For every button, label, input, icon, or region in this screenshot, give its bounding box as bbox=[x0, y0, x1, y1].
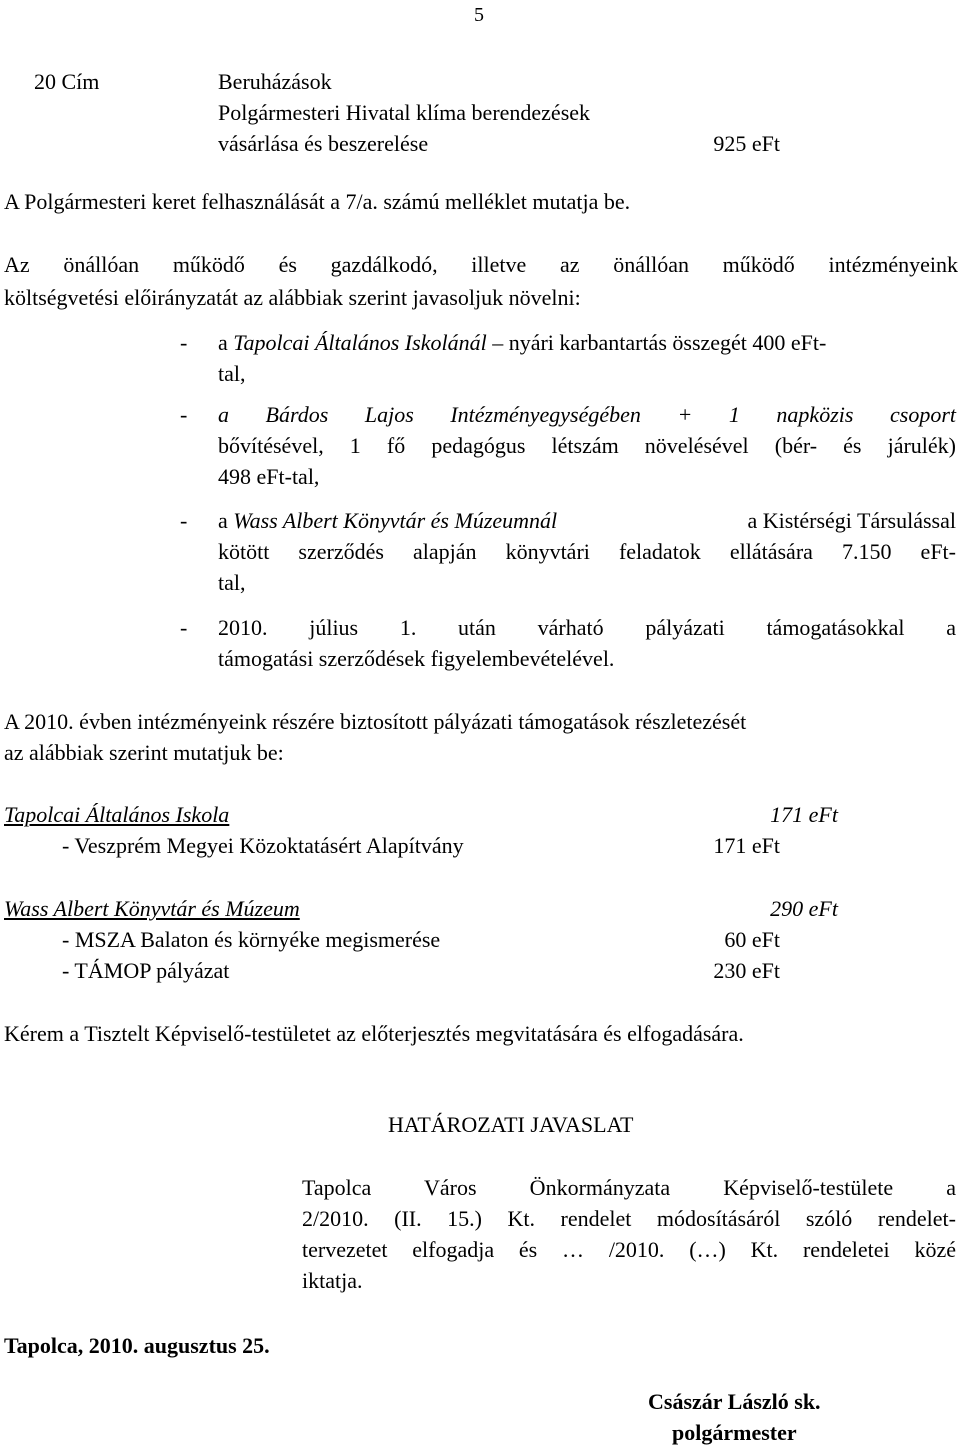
resolution-line-4: iktatja. bbox=[302, 1268, 363, 1293]
bullet-1-line-2: tal, bbox=[218, 361, 246, 386]
request-text: Kérem a Tisztelt Képviselő-testületet az előterjesztés megvitatására és elfogadására. bbox=[4, 1021, 744, 1046]
grant-item-amount: 60 eFt bbox=[724, 927, 780, 952]
bullet-4-line-2: támogatási szerződések figyelembevételével. bbox=[218, 646, 615, 671]
bullet-4-line-1: 2010. július 1. után várható pályázati támogatásokkal a bbox=[218, 615, 956, 640]
resolution-line-1: Tapolca Város Önkormányzata Képviselő-testülete a bbox=[302, 1175, 956, 1200]
bullet-dash: - bbox=[180, 402, 188, 427]
intro-line-2: költségvetési előirányzatát az alábbiak szerint javasoljuk növelni: bbox=[4, 285, 581, 310]
bullet-dash: - bbox=[180, 615, 188, 640]
signature-name: Császár László sk. bbox=[648, 1389, 821, 1414]
bullet-dash: - bbox=[180, 508, 188, 533]
section-amount: 925 eFt bbox=[713, 131, 780, 156]
resolution-line-2: 2/2010. (II. 15.) Kt. rendelet módosításáról szóló rendelet- bbox=[302, 1206, 956, 1231]
signature-title: polgármester bbox=[672, 1420, 797, 1445]
grant-org-total: 290 eFt bbox=[770, 896, 838, 921]
intro-line-1: Az önállóan működő és gazdálkodó, illetve az önállóan működő intézményeink bbox=[4, 252, 958, 277]
section-line-2: Polgármesteri Hivatal klíma berendezések bbox=[218, 100, 591, 125]
bullet-1-line-1: a Tapolcai Általános Iskolánál – nyári karbantartás összegét 400 eFt- bbox=[218, 330, 827, 355]
bullet-3-line-3: tal, bbox=[218, 570, 246, 595]
bullet-2-line-2: bővítésével, 1 fő pedagógus létszám növelésével (bér- és járulék) bbox=[218, 433, 956, 458]
bullet-3-line-2: kötött szerződés alapján könyvtári feladatok ellátására 7.150 eFt- bbox=[218, 539, 956, 564]
grant-item-amount: 230 eFt bbox=[713, 958, 780, 983]
grant-item-label: - MSZA Balaton és környéke megismerése bbox=[62, 927, 441, 952]
bullet-3-line-1: a Wass Albert Könyvtár és Múzeumnál a Kistérségi Társulással bbox=[218, 508, 956, 533]
grant-org-name: Tapolcai Általános Iskola bbox=[4, 802, 230, 827]
resolution-title: HATÁROZATI JAVASLAT bbox=[388, 1112, 634, 1137]
bullet-2-line-1: a Bárdos Lajos Intézményegységében + 1 napközis csoport bbox=[218, 402, 956, 427]
school-name: Tapolcai Általános Iskolánál bbox=[233, 330, 487, 355]
section-label: 20 Cím bbox=[34, 69, 100, 94]
place-date: Tapolca, 2010. augusztus 25. bbox=[4, 1333, 270, 1358]
keret-note: A Polgármesteri keret felhasználását a 7/a. számú melléklet mutatja be. bbox=[4, 189, 631, 214]
page-number: 5 bbox=[474, 4, 484, 26]
resolution-line-3: tervezetet elfogadja és … /2010. (…) Kt. rendeletei közé bbox=[302, 1237, 956, 1262]
grant-item-label: - Veszprém Megyei Közoktatásért Alapítvány bbox=[62, 833, 464, 858]
bullet-2-line-3: 498 eFt-tal, bbox=[218, 464, 320, 489]
grant-org-name: Wass Albert Könyvtár és Múzeum bbox=[4, 896, 300, 921]
section-line-3: vásárlása és beszerelése bbox=[218, 131, 429, 156]
bullet-dash: - bbox=[180, 330, 188, 355]
section-title: Beruházások bbox=[218, 69, 332, 94]
grant-item-label: - TÁMOP pályázat bbox=[62, 958, 230, 983]
grant-org-total: 171 eFt bbox=[770, 802, 838, 827]
grant-item-amount: 171 eFt bbox=[713, 833, 780, 858]
library-name: Wass Albert Könyvtár és Múzeumnál bbox=[233, 508, 558, 533]
grants-intro-line-1: A 2010. évben intézményeink részére biztosított pályázati támogatások részletezését bbox=[4, 709, 747, 734]
grants-intro-line-2: az alábbiak szerint mutatjuk be: bbox=[4, 740, 284, 765]
